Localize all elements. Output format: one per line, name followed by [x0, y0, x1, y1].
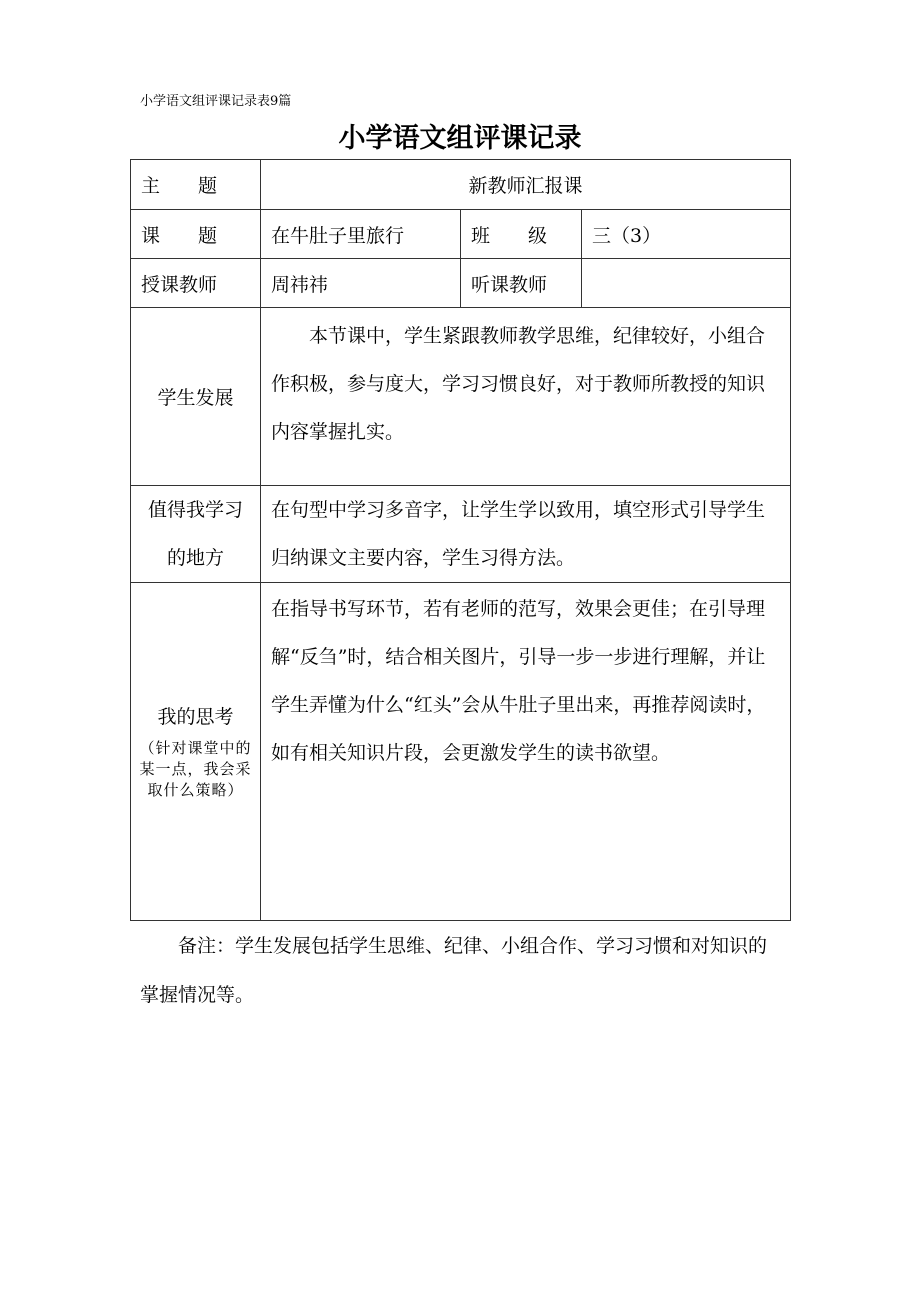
my-thoughts-note: （针对课堂中的某一点，我会采取什么策略）: [139, 739, 252, 799]
header-note: 小学语文组评课记录表9篇: [140, 94, 292, 109]
observer-label: 听课教师: [461, 259, 582, 308]
my-thoughts-label: 我的思考: [157, 706, 234, 728]
my-thoughts-text: 在指导书写环节，若有老师的范写，效果会更佳；在引导理解“反刍”时，结合相关图片，引导一步一步进行理解，并让学生弄懂为什么“红头”会从牛肚子里出来，再推荐阅读时，如有相关知识片段，会更激发学生的读书欲望。: [271, 598, 766, 764]
student-development-label: 学生发展: [131, 308, 261, 486]
class-value: 三（3）: [582, 210, 791, 259]
student-development-text: 本节课中，学生紧跟教师教学思维，纪律较好，小组合作积极，参与度大，学习习惯良好，对于教师所教授的知识内容掌握扎实。: [271, 325, 766, 443]
lesson-label: 课 题: [131, 210, 261, 259]
row-student-development: [131, 308, 791, 486]
row-lesson: [131, 210, 791, 259]
page-title: 小学语文组评课记录: [338, 123, 582, 154]
class-label: 班 级: [461, 210, 582, 259]
row-my-thoughts: [131, 583, 791, 921]
evaluation-table: [130, 159, 791, 921]
teacher-value: 周祎祎: [261, 259, 461, 308]
remark-note: 备注：学生发展包括学生思维、纪律、小组合作、学习习惯和对知识的掌握情况等。: [140, 935, 768, 1006]
row-teacher: [131, 259, 791, 308]
observer-value: [582, 259, 791, 308]
row-worth-learning: [131, 486, 791, 583]
worth-learning-text: 在句型中学习多音字，让学生学以致用，填空形式引导学生归纳课文主要内容，学生习得方法。: [271, 499, 766, 569]
row-topic: [131, 160, 791, 210]
teacher-label: 授课教师: [131, 259, 261, 308]
topic-label: 主 题: [131, 160, 261, 210]
lesson-value: 在牛肚子里旅行: [261, 210, 461, 259]
worth-learning-label: 值得我学习的地方: [131, 486, 261, 583]
topic-value: 新教师汇报课: [261, 160, 791, 210]
